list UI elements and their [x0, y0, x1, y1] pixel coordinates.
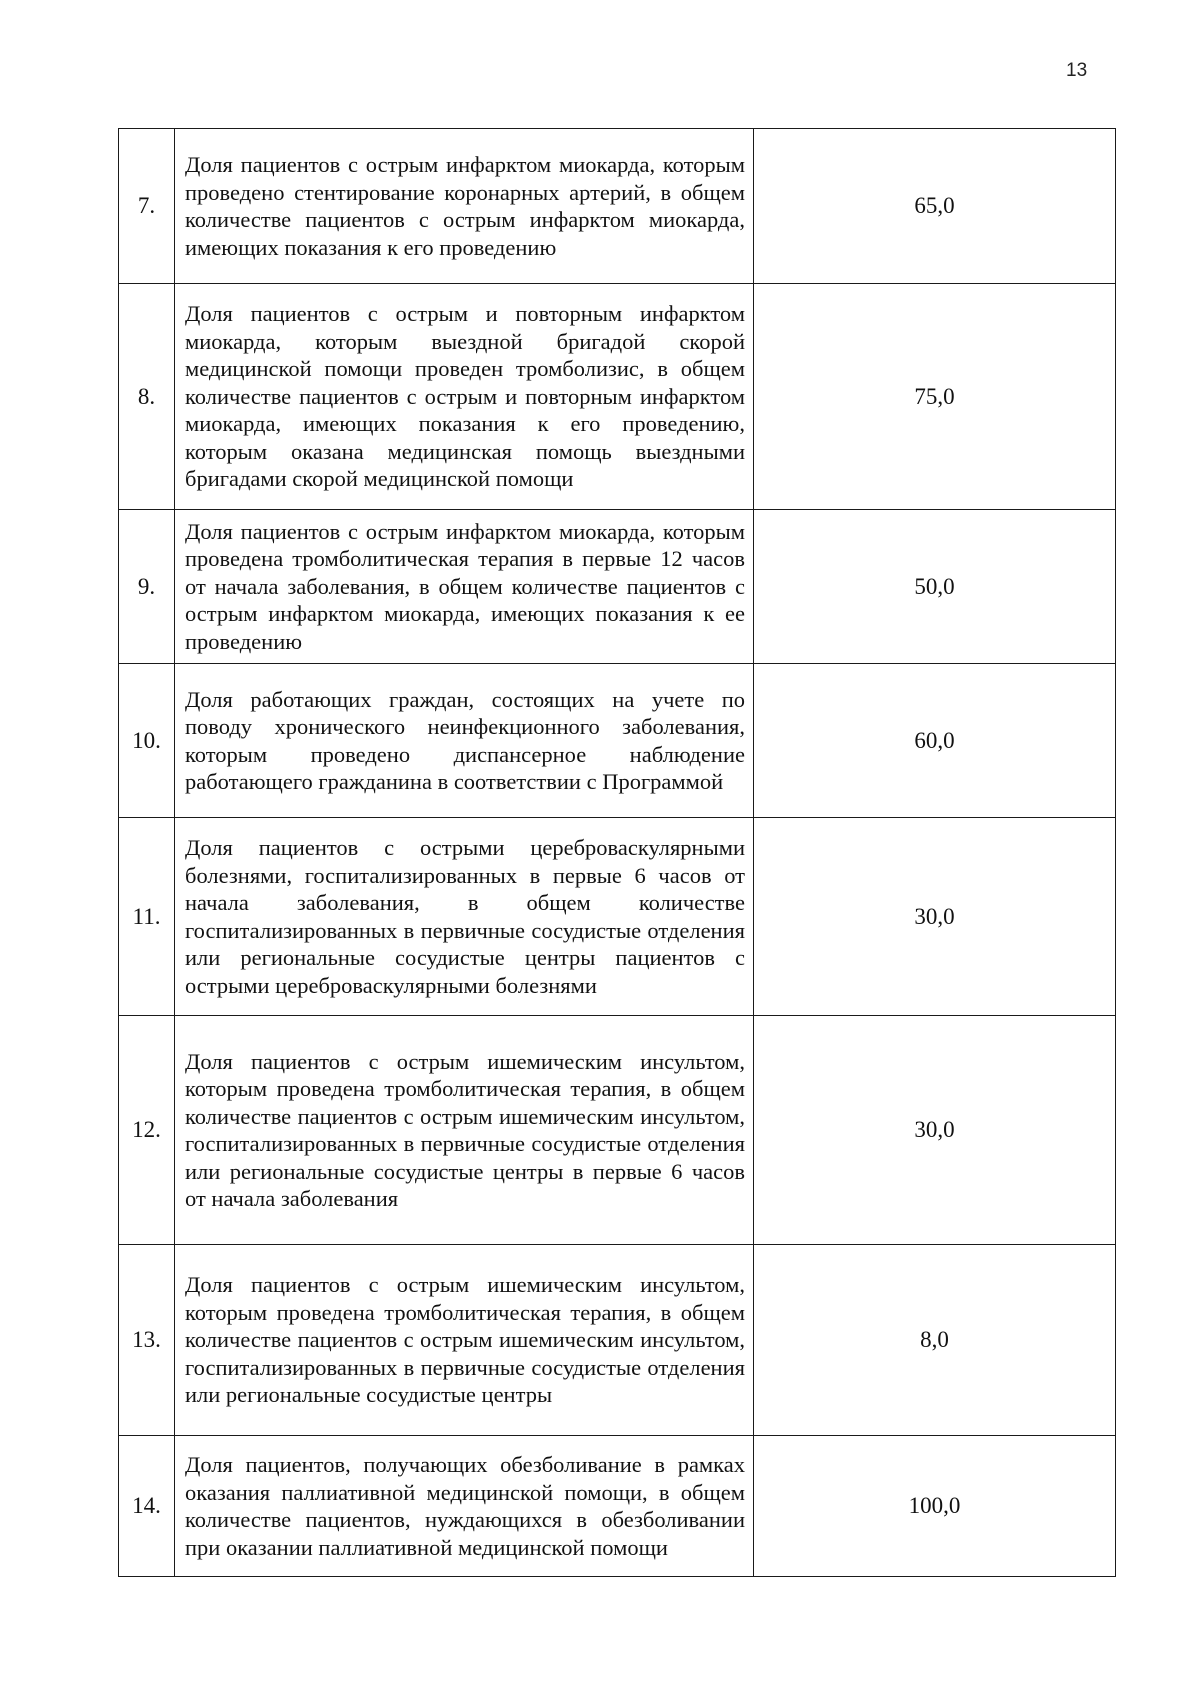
table-row: [119, 1016, 1116, 1245]
table-row: [119, 1436, 1116, 1577]
table-row: [119, 129, 1116, 284]
table-row: [119, 1245, 1116, 1436]
indicator-description: Доля пациентов с острым ишемическим инсультом, которым проведена тромболитическая терапия, в общем количестве пациентов с острым ишемическим инсультом, госпитализированных в первичные сосудистые отделения или региональные сосудистые центры: [175, 1245, 754, 1436]
page-number: 13: [1066, 60, 1088, 81]
row-number: 12.: [119, 1016, 175, 1245]
table-row: [119, 664, 1116, 818]
row-number: 14.: [119, 1436, 175, 1577]
indicator-value: 8,0: [754, 1245, 1116, 1436]
table-row: [119, 510, 1116, 664]
indicator-value: 60,0: [754, 664, 1116, 818]
indicator-description: Доля пациентов с острым инфарктом миокарда, которым проведено стентирование коронарных артерий, в общем количестве пациентов с острым инфарктом миокарда, имеющих показания к его проведению: [175, 129, 754, 284]
table-row: [119, 284, 1116, 510]
row-number: 11.: [119, 818, 175, 1016]
indicator-value: 100,0: [754, 1436, 1116, 1577]
indicator-description: Доля пациентов с острым ишемическим инсультом, которым проведена тромболитическая терапия, в общем количестве пациентов с острым ишемическим инсультом, госпитализированных в первичные сосудистые отделения или региональные сосудистые центры в первые 6 часов от начала заболевания: [175, 1016, 754, 1245]
indicator-description: Доля пациентов с острыми цереброваскулярными болезнями, госпитализированных в первые 6 часов от начала заболевания, в общем количестве госпитализированных в первичные сосудистые отделения или региональные сосудистые центры пациентов с острыми цереброваскулярными болезнями: [175, 818, 754, 1016]
indicator-description: Доля пациентов с острым инфарктом миокарда, которым проведена тромболитическая терапия в первые 12 часов от начала заболевания, в общем количестве пациентов с острым инфарктом миокарда, имеющих показания к ее проведению: [175, 510, 754, 664]
row-number: 8.: [119, 284, 175, 510]
table-row: [119, 818, 1116, 1016]
indicator-description: Доля работающих граждан, состоящих на учете по поводу хронического неинфекционного заболевания, которым проведено диспансерное наблюдение работающего гражданина в соответствии с Программой: [175, 664, 754, 818]
row-number: 10.: [119, 664, 175, 818]
row-number: 9.: [119, 510, 175, 664]
row-number: 7.: [119, 129, 175, 284]
indicator-value: 75,0: [754, 284, 1116, 510]
indicator-value: 30,0: [754, 818, 1116, 1016]
indicator-description: Доля пациентов с острым и повторным инфарктом миокарда, которым выездной бригадой скорой медицинской помощи проведен тромболизис, в общем количестве пациентов с острым и повторным инфарктом миокарда, имеющих показания к его проведению, которым оказана медицинская помощь выездными бригадами скорой медицинской помощи: [175, 284, 754, 510]
indicator-value: 30,0: [754, 1016, 1116, 1245]
indicator-value: 50,0: [754, 510, 1116, 664]
indicator-description: Доля пациентов, получающих обезболивание в рамках оказания паллиативной медицинской помощи, в общем количестве пациентов, нуждающихся в обезболивании при оказании паллиативной медицинской помощи: [175, 1436, 754, 1577]
indicator-value: 65,0: [754, 129, 1116, 284]
indicators-table: [118, 128, 1116, 1577]
row-number: 13.: [119, 1245, 175, 1436]
